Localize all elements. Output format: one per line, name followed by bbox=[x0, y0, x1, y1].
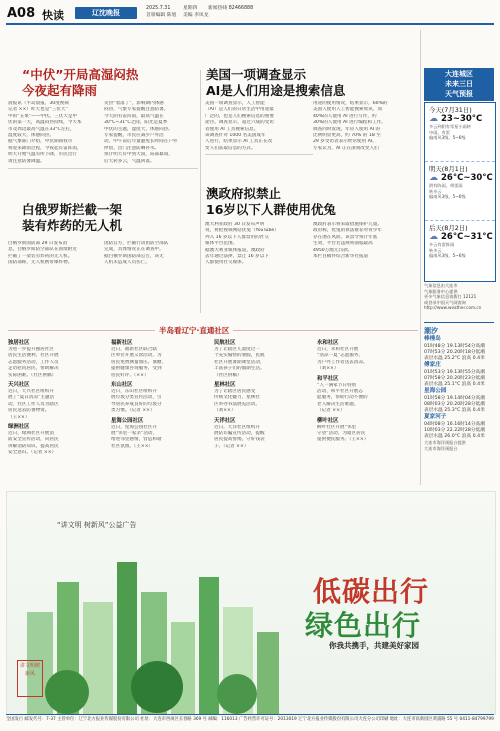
article-line: 澳政府表示将采取措施保护儿童。 bbox=[313, 222, 382, 227]
city-skyline-illustration bbox=[7, 552, 307, 714]
digest-item-line: 增进邻里感情，营造和谐 bbox=[111, 437, 162, 443]
article-line: 停留，出门注意防晒补水。 bbox=[104, 145, 160, 151]
article-line: 40%的人使用 AI 进行写作，约 bbox=[313, 113, 377, 119]
tide-row: 08时03分 20.20时28分低潮 bbox=[424, 401, 485, 407]
weather-desc: 偏南风3级，5~6级 bbox=[429, 194, 466, 200]
ad-slogan-1: 低碳出行 bbox=[313, 575, 430, 608]
issue-weekday: 星期四 bbox=[183, 6, 198, 11]
article-line: 用途的使用情况，结果显示，60%的 bbox=[313, 101, 388, 106]
digest-item-line: 类习惯。（记者 ××） bbox=[111, 408, 155, 414]
digest-item-heading: 星林社区 bbox=[214, 382, 236, 389]
digest-item-line: 居民好评。（××） bbox=[111, 372, 149, 378]
digest-item-line: 走访慰问居民，帮助解决 bbox=[8, 366, 59, 372]
digest-item-heading: 独居社区 bbox=[8, 340, 30, 346]
ad-top-label: “讲文明 树新风”公益广告 bbox=[57, 521, 137, 529]
digest-item-line: 展垃圾分类宣传活动，引 bbox=[111, 395, 162, 401]
article-line: 炎热“着落了”，影响期内体感 bbox=[104, 101, 164, 106]
tide-row: 表层水温 25.1°C 浪高 0.4米 bbox=[424, 382, 485, 388]
article4-body-right bbox=[313, 222, 419, 260]
digest-item-line: 子。（记者 ××） bbox=[214, 443, 249, 449]
header-rule bbox=[6, 23, 494, 25]
tide-source: 大连市海洋预报台提供 bbox=[424, 440, 466, 446]
digest-spacer bbox=[111, 450, 211, 453]
tide-location: 棒棰岛 bbox=[424, 336, 441, 342]
tide-row: 07时58分 20.20时23分低潮 bbox=[424, 375, 485, 381]
article-line: 动，中午前后尽量避免长时间在户外 bbox=[104, 139, 178, 145]
footer-info: 全国发行 邮发代号：7-37 主管单位：辽宁北方报业传媒股份有限公司 社址：大连市西岗区长春路 369 号 邮编：116013 广告经营许可证号：2013019 辽宁北方报业传媒股份有限公司大连分公司印刷 地址：大连市高新园区黄浦路 55 号 0411-84799799 bbox=[6, 717, 494, 722]
article-line: 29 岁受访者表示经常使用 AI。 bbox=[313, 139, 377, 145]
chief-editor: 首席编辑 陈旭 bbox=[146, 13, 177, 18]
digest-spacer bbox=[8, 457, 108, 460]
digest-item-line: 老人解决生活难题。 bbox=[317, 401, 359, 407]
tide-rule bbox=[424, 322, 494, 323]
ad-seal: 讲文明树新风 bbox=[17, 660, 43, 697]
digest-item-line: 展“邻里一家亲”活动， bbox=[111, 431, 158, 437]
digest-column bbox=[214, 340, 314, 453]
digest-item-heading: 绿洲社区 bbox=[8, 424, 30, 431]
digest-item-line: “人一满家节日特别 bbox=[317, 382, 357, 388]
weather-desc: 中雨，有雷 bbox=[429, 129, 450, 135]
digest-item-line: 柳叶社区开展“邻里 bbox=[317, 424, 357, 430]
digest-item-line: 居民送去防暑物资。 bbox=[8, 408, 50, 414]
article-line: 途径。调查显示，超过六成的受访 bbox=[205, 120, 274, 126]
weather-desc: 转多云 bbox=[429, 247, 442, 253]
weather-title-line1: 大连城区 bbox=[445, 70, 473, 78]
designer: 美编 李凤龙 bbox=[183, 13, 209, 18]
weather-title-box bbox=[424, 68, 494, 101]
digest-item-line: 展了“夏日清凉”主题活 bbox=[8, 395, 55, 401]
article-line: （AI）是人们的日常生活中用途最 bbox=[205, 107, 274, 113]
article-line: 今天阴有雷阵雨，最高气温在 bbox=[104, 113, 164, 119]
digest-item-line: 个充实愉快的暑假，民航 bbox=[214, 353, 265, 359]
weather-temp-row bbox=[429, 232, 491, 242]
digest-item-line: 提供健康咨询服务，受到 bbox=[111, 366, 162, 372]
article-line: 者使用 AI 工具搜索信息。 bbox=[205, 126, 259, 132]
tide-row: 01时58分 19.14时04分高潮 bbox=[424, 395, 485, 401]
digest-item-line: 导居民养成良好的垃圾分 bbox=[111, 401, 162, 407]
article-line: 变人们获取信息的方式。 bbox=[205, 145, 256, 151]
article-line: 晨报讯（半岛晨报、30度视频 bbox=[8, 101, 69, 106]
digest-item-line: 近日，天洋社区组织开 bbox=[214, 424, 260, 430]
article-line: 据白俄罗斯国防部公告，该无 bbox=[104, 253, 164, 259]
digest-item-line: 实际困难。（社区供稿） bbox=[8, 372, 57, 378]
digest-item-line: 动，社区工作人员为辖区 bbox=[8, 401, 59, 407]
weather-temp: 26°C~30°C bbox=[441, 173, 493, 183]
article-line: 人机未造成人员伤亡。 bbox=[104, 260, 150, 266]
article-line: 预计明天有中到大雨，局部暴雨， bbox=[104, 152, 173, 158]
article-line: 闷热，气象专家提醒注意防暑。 bbox=[104, 107, 169, 113]
article-line: 拦截了一架装有炸药的无人机。 bbox=[8, 253, 73, 259]
weather-day-label: 明天(8月1日) bbox=[429, 165, 468, 173]
tide-row: 表层水温 26.0°C 浪高 0.4米 bbox=[424, 434, 485, 440]
article4-body-left bbox=[205, 222, 312, 267]
article-line: 将迎来降雨过程，今夜起有雷阵雨， bbox=[8, 145, 82, 151]
digest-item-line: 丰富孩子们的假期生活。 bbox=[214, 366, 265, 372]
article3-body-right bbox=[313, 101, 419, 152]
article1-body-left bbox=[8, 101, 104, 165]
tide-row: 01时53分 19.13时55分高潮 bbox=[424, 369, 485, 375]
weather-day-label: 后天(8月2日) bbox=[429, 224, 468, 232]
tide-location: 傅家庄 bbox=[424, 362, 441, 369]
digest-column bbox=[111, 340, 211, 453]
digest-item-line: 为进一步提升独居社区 bbox=[8, 347, 54, 352]
digest-item-line: （王××） bbox=[8, 414, 30, 420]
article-line: 美国人使用人工智能搜索资讯，而 bbox=[313, 107, 382, 113]
article-line: 请注意防暑降温。 bbox=[8, 158, 45, 164]
page-code: A08 bbox=[7, 6, 36, 21]
article-line: 媒体平台范围。 bbox=[205, 241, 238, 247]
digest-spacer bbox=[317, 444, 417, 447]
article-line: 明天开始气温有所下降，市民出行 bbox=[8, 152, 77, 158]
digest-item-line: 近日，绿洲社区开展消 bbox=[8, 431, 54, 437]
weather-title-line2: 未来三日 bbox=[445, 80, 473, 88]
digest-item-line: 活动，和平社区开展志 bbox=[317, 389, 363, 395]
article4-title-line2: 16岁以下人群使用优兔 bbox=[206, 202, 336, 217]
digest-item-heading: 星海公园社区 bbox=[111, 417, 144, 424]
article-line: 白俄罗斯国防部 29 日发布消 bbox=[8, 241, 68, 246]
column-divider-right bbox=[420, 30, 421, 485]
weather-desc: 阴有阵雨，带雷雨 bbox=[429, 183, 463, 188]
article4-title-line1: 澳政府拟禁止 bbox=[206, 186, 282, 201]
divider bbox=[205, 154, 313, 155]
digest-item-line: 居民提高警惕，守好钱袋 bbox=[214, 437, 265, 443]
weather-desc: 偏南风3级，5~6级 bbox=[429, 253, 466, 259]
digest-item-heading: 天洋社区 bbox=[214, 417, 236, 424]
digest-item-line: 社区氛围。（王××） bbox=[111, 443, 154, 449]
article2-title-line2: 装有炸药的无人机 bbox=[22, 218, 123, 233]
digest-title: 半岛看辽宁·直通社区 bbox=[155, 325, 233, 336]
article1-body-right bbox=[104, 101, 198, 165]
article2-body-left bbox=[8, 241, 104, 267]
article1-title-line2: 今夜起有降雨 bbox=[22, 83, 98, 98]
public-service-ad bbox=[6, 491, 496, 715]
digest-item-line: （刘××） bbox=[214, 408, 236, 414]
tide-row: 07时53分 20.20时18分低潮 bbox=[424, 349, 485, 355]
weather-temp-row bbox=[429, 173, 491, 183]
weather-title-line3: 天气预报 bbox=[445, 90, 473, 98]
column-divider bbox=[200, 70, 201, 313]
cloud-rain-icon: ☁ bbox=[429, 173, 438, 183]
article3-title-line2: AI是人们用途是搜索信息 bbox=[206, 83, 346, 98]
article-line: 生效，平台若违规将面临最高 bbox=[313, 241, 373, 247]
article2-title-line1: 白俄罗斯拦截一架 bbox=[22, 202, 123, 217]
article-line: 4950万澳元罚款。 bbox=[313, 247, 353, 253]
footer-rule bbox=[6, 714, 494, 715]
digest-item-heading: 柳叶社区 bbox=[317, 417, 339, 424]
article-line: 人群使用社交媒体。 bbox=[205, 260, 247, 266]
weather-desc: 偏南风3级，5~6级 bbox=[429, 135, 466, 141]
article-line: 中伏的主题，湿度大，体感闷热。 bbox=[104, 126, 173, 132]
article-line: 国防官方，拦截行动由防空部队 bbox=[104, 241, 169, 246]
digest-item-heading: 福新社区 bbox=[111, 340, 133, 346]
article-line: 据澳大利亚媒体报道，澳政府 bbox=[205, 247, 265, 253]
article-line: 存在潜在风险。该禁令预计年底 bbox=[313, 234, 378, 240]
divider bbox=[8, 168, 198, 169]
digest-item-heading: 和平社区 bbox=[317, 375, 339, 382]
tide-row: 10时03分 22.22时28分低潮 bbox=[424, 428, 485, 434]
article-line: 30%的人使用 AI 进行编程和工作。 bbox=[313, 120, 386, 126]
digest-item-heading: 永和社区 bbox=[317, 340, 339, 346]
digest-item-line: 近日，永和社区开展 bbox=[317, 347, 359, 352]
digest-item-line: 讲解消防知识，提高居民 bbox=[8, 443, 59, 449]
tide-source: 大连市海洋预报台 bbox=[424, 446, 458, 452]
digest-item-line: 传统文化魅力，星林社 bbox=[214, 395, 260, 401]
article-line: 国防部称，无人机携带爆炸物。 bbox=[8, 260, 73, 266]
article-line: 市及周边最高气温在33°C左右， bbox=[8, 126, 75, 132]
weather-desc: 多云有雷阵雨 bbox=[429, 242, 455, 247]
digest-item-line: 近日，东山社区组织开 bbox=[111, 389, 157, 395]
article-line: 人进行，结果显示 AI 工具正在改 bbox=[205, 139, 273, 145]
article-line: 美国一项调查显示，人工智能 bbox=[205, 101, 265, 106]
digest-column bbox=[8, 340, 108, 460]
article-line: 本栏目稿件综合新华社报道 bbox=[313, 254, 369, 260]
digest-item-line: （记者 ××） bbox=[317, 408, 345, 414]
weather-service-info bbox=[424, 283, 494, 311]
article-line: 说，将把视频网站优兔（YouTube） bbox=[205, 228, 279, 234]
article-line: 息，白俄罗斯防空部队在国境附近 bbox=[8, 247, 77, 253]
cloud-rain-icon: ☁ bbox=[429, 232, 438, 242]
article-line: 专家提醒，市民应减少户外活 bbox=[104, 133, 164, 139]
digest-item-line: 近日，天兴社区组织开 bbox=[8, 389, 54, 395]
section-name: 快读 bbox=[42, 9, 64, 22]
weather-desc: 转多云 bbox=[429, 188, 442, 194]
digest-item-heading: 民航社区 bbox=[214, 340, 236, 346]
digest-item-line: 区单位开展义诊活动，为 bbox=[111, 353, 162, 359]
weather-day bbox=[425, 162, 495, 221]
digest-item-line: 社区开展暑期课堂活动， bbox=[214, 359, 265, 365]
tide-row: 表层水温 25.3°C 浪高 0.4米 bbox=[424, 408, 485, 414]
digest-item-line: 志愿服务活动，工作人员 bbox=[8, 359, 59, 365]
digest-item-line: 为了让辖区儿童度过一 bbox=[214, 347, 260, 352]
article-line: 完成，具体情况正在调查中。 bbox=[104, 247, 164, 253]
weather-temp: 23~30°C bbox=[441, 114, 483, 124]
article1-title-line1: “中伏”开局高湿闷热 bbox=[22, 67, 139, 82]
article-line: 记者 ××）昨天也是“三伏天” bbox=[8, 107, 68, 113]
digest-item-heading: 东山社区 bbox=[111, 382, 133, 389]
weather-service-line: 或登录中国天气网查询 bbox=[424, 299, 466, 305]
article3-title-line1: 美国一项调查显示 bbox=[206, 67, 307, 82]
article-line: 该调查针对 1000 名美国成年 bbox=[205, 133, 266, 139]
article-line: 伏的第一天，高温闷热持续，今天本 bbox=[8, 120, 82, 126]
article-line: 后天转多云，气温回落。 bbox=[104, 158, 155, 164]
issue-date: 2025.7.31 bbox=[146, 6, 171, 11]
weather-temp: 26°C~31°C bbox=[441, 232, 493, 242]
digest-item-line: 展防诈骗宣传活动，提醒 bbox=[214, 431, 265, 437]
weather-day bbox=[425, 221, 495, 279]
digest-item-line: 近日，福新社区联合辖 bbox=[111, 347, 157, 352]
article-line: 湿度较大，体感闷热。 bbox=[8, 133, 54, 139]
article-line: 澳大利亚政府 30 日发布声明 bbox=[205, 222, 265, 227]
article-line: 列入 16 岁以下人群禁用的社交 bbox=[205, 234, 269, 240]
digest-item-heading: 天兴社区 bbox=[8, 382, 30, 389]
digest-item-line: 为了让辖区居民感受 bbox=[214, 389, 256, 395]
article-line: 中的“五菜”——中伏。三伏天是中 bbox=[8, 113, 78, 119]
digest-item-line: 近日，星海公园社区开 bbox=[111, 424, 157, 430]
article-line: 比例明显更高，约 70% 的 18 至 bbox=[313, 133, 381, 139]
digest-item-line: 愿服务，帮助行动不便的 bbox=[317, 395, 368, 401]
news-hotline: 新闻热线 82466888 bbox=[208, 6, 254, 11]
tide-title: 潮汐 bbox=[424, 327, 438, 335]
weather-temp-row bbox=[429, 114, 491, 124]
weather-day bbox=[425, 103, 495, 162]
article-line: 调查同时发现，年轻人使用 AI 的 bbox=[313, 126, 381, 132]
digest-item-line: （社区供稿） bbox=[214, 372, 242, 378]
cloud-rain-icon: ☁ bbox=[429, 114, 438, 124]
weather-service-line: 气象信息由大连市 bbox=[424, 283, 458, 288]
digest-item-line: 安全意识。（记者 ××） bbox=[8, 450, 57, 456]
article-line: 政府称，优兔的算法推荐对青少年 bbox=[313, 228, 382, 234]
ad-slogan-2: 绿色出行 bbox=[305, 609, 422, 642]
digest-item-line: 提供便民服务。（王××） bbox=[317, 437, 369, 443]
article-line: 据气象部门介绍，中伏期间我市 bbox=[8, 139, 73, 145]
tide-location: 星海公园 bbox=[424, 388, 447, 395]
article3-body-left bbox=[205, 101, 312, 152]
digest-item-line: （刘××） bbox=[317, 366, 339, 372]
tide-row: 04时08分 16.16时14分高潮 bbox=[424, 421, 485, 427]
weather-service-line: 更多气象信息请拨打 12121 bbox=[424, 294, 477, 300]
weather-day-label: 今天(7月31日) bbox=[429, 106, 472, 114]
article-line: 广泛的，也是人们搜索信息的重要 bbox=[205, 113, 274, 119]
digest-item-line: 居民免费测量血压、血糖， bbox=[111, 359, 167, 365]
tide-table bbox=[424, 336, 494, 452]
tide-row: 01时48分 19.13时54分高潮 bbox=[424, 343, 485, 349]
weather-desc: 多云到阴有零星小雨转 bbox=[429, 124, 471, 129]
article2-body-right bbox=[104, 241, 198, 267]
digest-item-line: “清凉一夏”志愿服务， bbox=[317, 353, 364, 359]
digest-spacer bbox=[214, 450, 314, 453]
weather-service-line: 气象服务中心提供 bbox=[424, 288, 458, 294]
tide-location: 夏家河子 bbox=[424, 414, 447, 421]
article-line: 去年通过法律，禁止 16 岁以下 bbox=[205, 254, 269, 260]
digest-item-line: 为户外工作者送去清凉。 bbox=[317, 359, 368, 365]
digest-item-line: 居民生活便利，社区开展 bbox=[8, 353, 59, 359]
article-line: 30°C~31°C之间，阳光是夏季 bbox=[104, 120, 168, 126]
digest-columns bbox=[8, 340, 418, 485]
article-line: 专家认为，AI 正在深刻改变人们 bbox=[313, 145, 379, 151]
digest-item-line: 防安全宣传活动，向居民 bbox=[8, 437, 59, 443]
weather-forecast bbox=[424, 102, 496, 282]
digest-item-line: 区举办书法展览活动。 bbox=[214, 401, 260, 407]
newspaper-logo: 辽沈晚报 bbox=[75, 7, 137, 19]
weather-service-line: http://www.weather.com.cn bbox=[424, 305, 482, 311]
digest-column bbox=[317, 340, 417, 447]
tide-row: 表层水温 25.2°C 浪高 0.4米 bbox=[424, 355, 485, 361]
ad-subline: 你我共携手，共建美好家园 bbox=[329, 641, 419, 650]
digest-item-line: 守望”活动，为辖区居民 bbox=[317, 431, 366, 437]
